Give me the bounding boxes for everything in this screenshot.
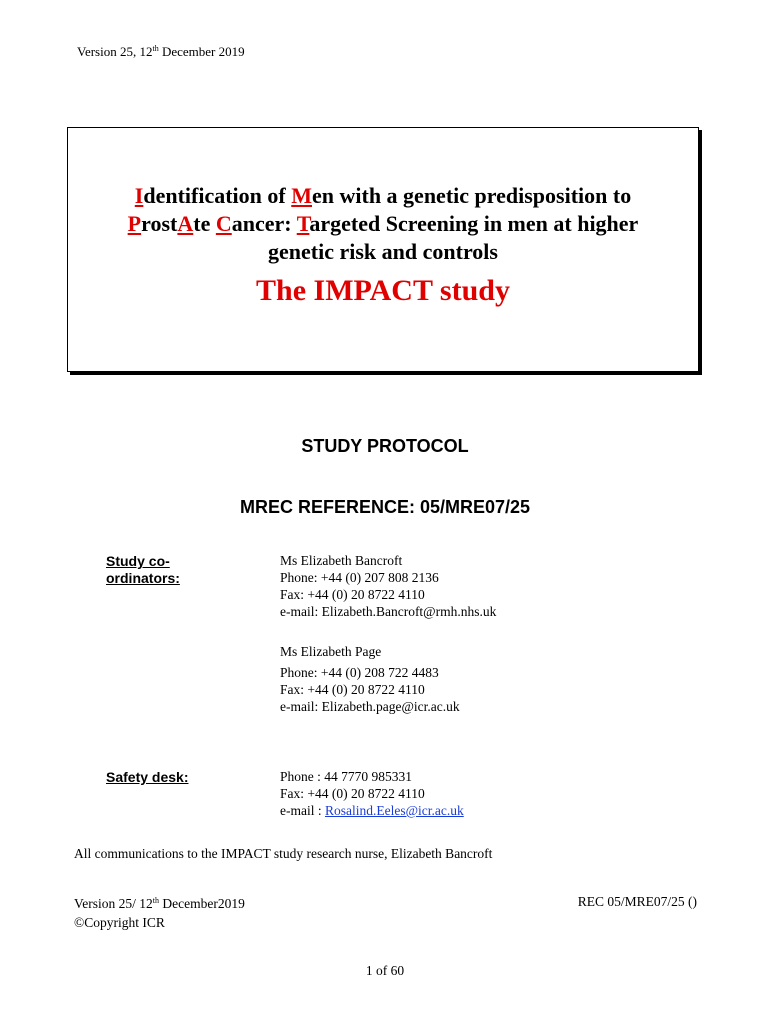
title-text-segment: dentification of: [143, 183, 292, 208]
title-initial-letter: I: [134, 183, 144, 208]
title-initial-letter: P: [127, 211, 142, 236]
footer-copyright: ©Copyright ICR: [74, 915, 165, 930]
safety-phone: Phone : 44 7770 985331: [280, 769, 413, 784]
title-text-segment: en with a genetic predisposition to: [312, 183, 632, 208]
safety-email-link[interactable]: Rosalind.Eeles@icr.ac.uk: [324, 803, 464, 818]
title-line-2: [68, 210, 698, 238]
contact-bancroft: [280, 552, 496, 620]
safety-desk-label: Safety desk:: [106, 769, 189, 785]
title-initial-letter: A: [177, 211, 194, 236]
document-title: [68, 182, 698, 266]
contact-fax: Fax: +44 (0) 20 8722 4110: [280, 587, 425, 602]
safety-email-prefix: e-mail :: [280, 803, 325, 818]
page-number: 1 of 60: [365, 963, 405, 978]
contact-page: [280, 643, 460, 715]
title-text-segment: argeted Screening in men at higher: [309, 211, 639, 236]
communications-note: All communications to the IMPACT study research nurse, Elizabeth Bancroft: [74, 846, 493, 861]
title-text-segment: rost: [141, 211, 178, 236]
footer-version-sup: th: [152, 896, 159, 905]
title-line-3: [68, 238, 698, 266]
header-version-date: December 2019: [158, 44, 245, 59]
coordinators-label: Study co-ordinators:: [106, 553, 180, 586]
footer-version: [74, 894, 245, 913]
contact-name: Ms Elizabeth Page: [280, 644, 382, 659]
title-initial-letter: C: [215, 211, 232, 236]
footer-left: [74, 894, 245, 932]
footer-version-date: December2019: [158, 896, 245, 911]
contact-phone: Phone: +44 (0) 207 808 2136: [280, 570, 439, 585]
study-name: The IMPACT study: [256, 274, 510, 307]
header-version: [77, 44, 245, 60]
footer-version-text: Version 25/ 12: [74, 896, 153, 911]
title-box: [67, 127, 699, 372]
title-text-segment: genetic risk and controls: [268, 239, 498, 264]
protocol-heading: STUDY PROTOCOL: [301, 436, 469, 456]
contact-email: e-mail: Elizabeth.Bancroft@rmh.nhs.uk: [280, 604, 497, 619]
contact-name: Ms Elizabeth Bancroft: [280, 553, 403, 568]
header-version-sup: th: [152, 44, 159, 53]
title-line-1: [68, 182, 698, 210]
mrec-reference-heading: MREC REFERENCE: 05/MRE07/25: [239, 497, 531, 517]
title-initial-letter: T: [296, 211, 310, 236]
title-text-segment: ancer:: [231, 211, 297, 236]
contact-safety-desk: [280, 768, 464, 819]
contact-email: e-mail: Elizabeth.page@icr.ac.uk: [280, 699, 460, 714]
title-initial-letter: M: [291, 183, 312, 208]
footer-reference: REC 05/MRE07/25 (): [577, 894, 697, 909]
header-version-text: Version 25, 12: [77, 44, 153, 59]
title-text-segment: te: [193, 211, 216, 236]
safety-email: [280, 802, 464, 819]
contact-phone: Phone: +44 (0) 208 722 4483: [280, 665, 439, 680]
contact-fax: Fax: +44 (0) 20 8722 4110: [280, 682, 425, 697]
safety-fax: Fax: +44 (0) 20 8722 4110: [280, 786, 425, 801]
